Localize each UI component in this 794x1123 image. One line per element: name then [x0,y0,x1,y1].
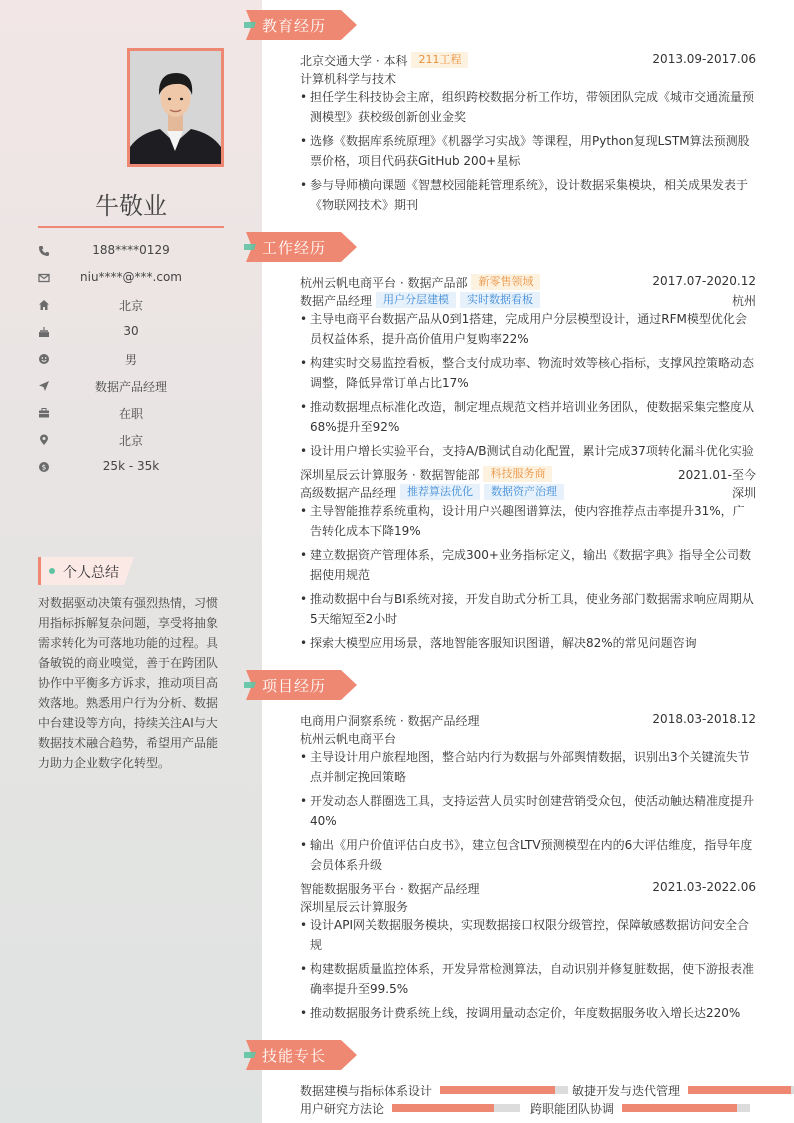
skill-name: 敏捷开发与迭代管理 [572,1084,681,1098]
info-row-age [38,322,224,342]
job-industry-tag: 科技服务商 [483,466,552,482]
job-bullet: • 建立数据资产管理体系，完成300+业务指标定义，输出《数据字典》指导全公司数据使用规范 [300,545,756,585]
job-bullet: • 推动数据埋点标准化改造，制定埋点规范文档并培训业务团队，使数据采集完整度从68%提升至92% [300,397,756,437]
summary-text: 对数据驱动决策有强烈热情，习惯用指标拆解复杂问题，享受将抽象需求转化为可落地功能的过程。具备敏锐的商业嗅觉，善于在跨团队协作中平衡多方诉求，推动项目高效落地。熟悉用户行为分析、数据中台建设等方向，持续关注AI与大数据技术融合趋势，希望用产品能力助力企业数字化转型。 [38,596,219,770]
skill-item [300,1081,570,1099]
job-bullet: • 主导智能推荐系统重构，设计用户兴趣图谱算法，使内容推荐点击率提升31%，广告转化成本下降19% [300,501,756,541]
city-value: 北京 [118,434,143,448]
job-bullet: • 设计用户增长实验平台，支持A/B测试自动化配置，累计完成37项转化漏斗优化实验 [300,441,756,461]
job-city: 杭州 [731,294,756,308]
job-dates: 2021.01-至今 [678,468,756,482]
skill-name: 用户研究方法论 [300,1102,385,1116]
salary-value: 25k - 35k [102,459,160,473]
skill-bar-fill [622,1104,737,1112]
job-role: 数据产品经理 [300,294,373,308]
project-org: 深圳星辰云计算服务 [300,900,409,914]
job-skill-tag: 用户分层建模 [376,292,456,308]
project-name: 智能数据服务平台 · 数据产品经理 [300,882,480,896]
svg-text:$: $ [41,463,47,472]
job-skill-tag: 实时数据看板 [460,292,540,308]
project-bullet: • 主导设计用户旅程地图，整合站内行为数据与外部舆情数据，识别出3个关键流失节点并制定挽回策略 [300,747,756,787]
skill-bar [688,1086,794,1094]
school-tag: 211工程 [411,52,468,68]
job-industry-tag: 新零售领域 [471,274,540,290]
education-major-row [300,69,756,87]
project-name: 电商用户洞察系统 · 数据产品经理 [300,714,480,728]
project-bullet: • 构建数据质量监控体系，开发异常检测算法，自动识别并修复脏数据，使下游报表准确率提升至99.5% [300,959,756,999]
age-value: 30 [123,324,139,338]
job-role-row [300,483,756,501]
sidebar [0,0,262,1123]
section-header-work [244,232,358,262]
job-header-row [300,465,756,483]
section-header-education [244,10,358,40]
projects-title: 项目经历 [262,677,327,695]
section-header-skills [244,1040,358,1070]
education-header-row [300,51,756,69]
skill-bar-fill [688,1086,791,1094]
job-dates: 2017.07-2020.12 [652,274,756,288]
info-row-phone [38,241,224,261]
gender-value: 男 [124,353,137,367]
job-company: 深圳星辰云计算服务 · 数据智能部 [300,468,480,482]
skill-bar-fill [440,1086,555,1094]
info-row-position [38,376,224,396]
project-org: 杭州云帆电商平台 [300,732,397,746]
hometown-value: 北京 [118,299,143,313]
education-dates: 2013.09-2017.06 [652,52,756,66]
skill-name: 数据建模与指标体系设计 [300,1084,433,1098]
job-city: 深圳 [731,486,756,500]
phone-value: 188****0129 [92,243,170,257]
skill-item [300,1099,522,1117]
job-bullet: • 构建实时交易监控看板，整合支付成功率、物流时效等核心指标，支撑风控策略动态调整，降低异常订单占比17% [300,353,756,393]
info-row-salary [38,457,224,477]
avatar [127,48,224,167]
education-title: 教育经历 [262,17,327,35]
candidate-name: 牛敬业 [95,192,167,220]
job-skill-tag: 数据资产治理 [484,484,564,500]
education-bullet: • 选修《数据库系统原理》《机器学习实战》等课程，用Python复现LSTM算法预测股票价格，项目代码获GitHub 200+星标 [300,131,756,171]
education-bullet: • 参与导师横向课题《智慧校园能耗管理系统》，设计数据采集模块，相关成果发表于《物联网技术》期刊 [300,175,756,215]
project-dates: 2021.03-2022.06 [652,880,756,894]
skill-bar-fill [392,1104,494,1112]
job-bullet: • 主导电商平台数据产品从0到1搭建，完成用户分层模型设计，通过RFM模型优化会员权益体系，提升高价值用户复购率22% [300,309,756,349]
summary-header [38,557,134,585]
project-header-row [300,711,756,729]
project-bullet: • 开发动态人群圈选工具，支持运营人员实时创建营销受众包，使活动触达精准度提升40% [300,791,756,831]
name-divider [38,226,224,228]
project-bullet: • 输出《用户价值评估白皮书》，建立包含LTV预测模型在内的6大评估维度，指导年度会员体系升级 [300,835,756,875]
info-row-email [38,268,224,288]
summary-title: 个人总结 [63,565,119,581]
job-company: 杭州云帆电商平台 · 数据产品部 [300,276,468,290]
section-header-projects [244,670,358,700]
info-row-gender [38,349,224,369]
major: 计算机科学与技术 [300,72,397,86]
skill-bar [622,1104,750,1112]
skill-bar [440,1086,568,1094]
status-value: 在职 [118,407,143,421]
project-header-row [300,879,756,897]
job-bullet: • 探索大模型应用场景，落地智能客服知识图谱，解决82%的常见问题咨询 [300,633,756,653]
info-row-status [38,403,224,423]
skill-item [572,1081,794,1099]
work-title: 工作经历 [262,239,327,257]
job-role: 高级数据产品经理 [300,486,397,500]
project-org-row [300,729,756,747]
school-name: 北京交通大学 · 本科 [300,54,408,68]
education-bullet: • 担任学生科技协会主席，组织跨校数据分析工作坊，带领团队完成《城市交通流量预测模型》获校级创新创业金奖 [300,87,756,127]
job-bullet: • 推动数据中台与BI系统对接，开发自助式分析工具，使业务部门数据需求响应周期从5天缩短至2小时 [300,589,756,629]
job-skill-tag: 推荐算法优化 [400,484,480,500]
job-header-row [300,273,756,291]
project-org-row [300,897,756,915]
skill-bar [392,1104,520,1112]
project-bullet: • 设计API网关数据服务模块，实现数据接口权限分级管控，保障敏感数据访问安全合规 [300,915,756,955]
skills-title: 技能专长 [262,1047,327,1065]
position-value: 数据产品经理 [94,380,167,394]
skill-item [530,1099,752,1117]
job-role-row [300,291,756,309]
info-row-city [38,430,224,450]
project-bullet: • 推动数据服务计费系统上线，按调用量动态定价，年度数据服务收入增长达220% [300,1003,756,1023]
project-dates: 2018.03-2018.12 [652,712,756,726]
info-row-home [38,295,224,315]
email-value: niu****@***.com [80,270,182,284]
skill-name: 跨职能团队协调 [530,1102,615,1116]
portrait-image [130,51,221,164]
